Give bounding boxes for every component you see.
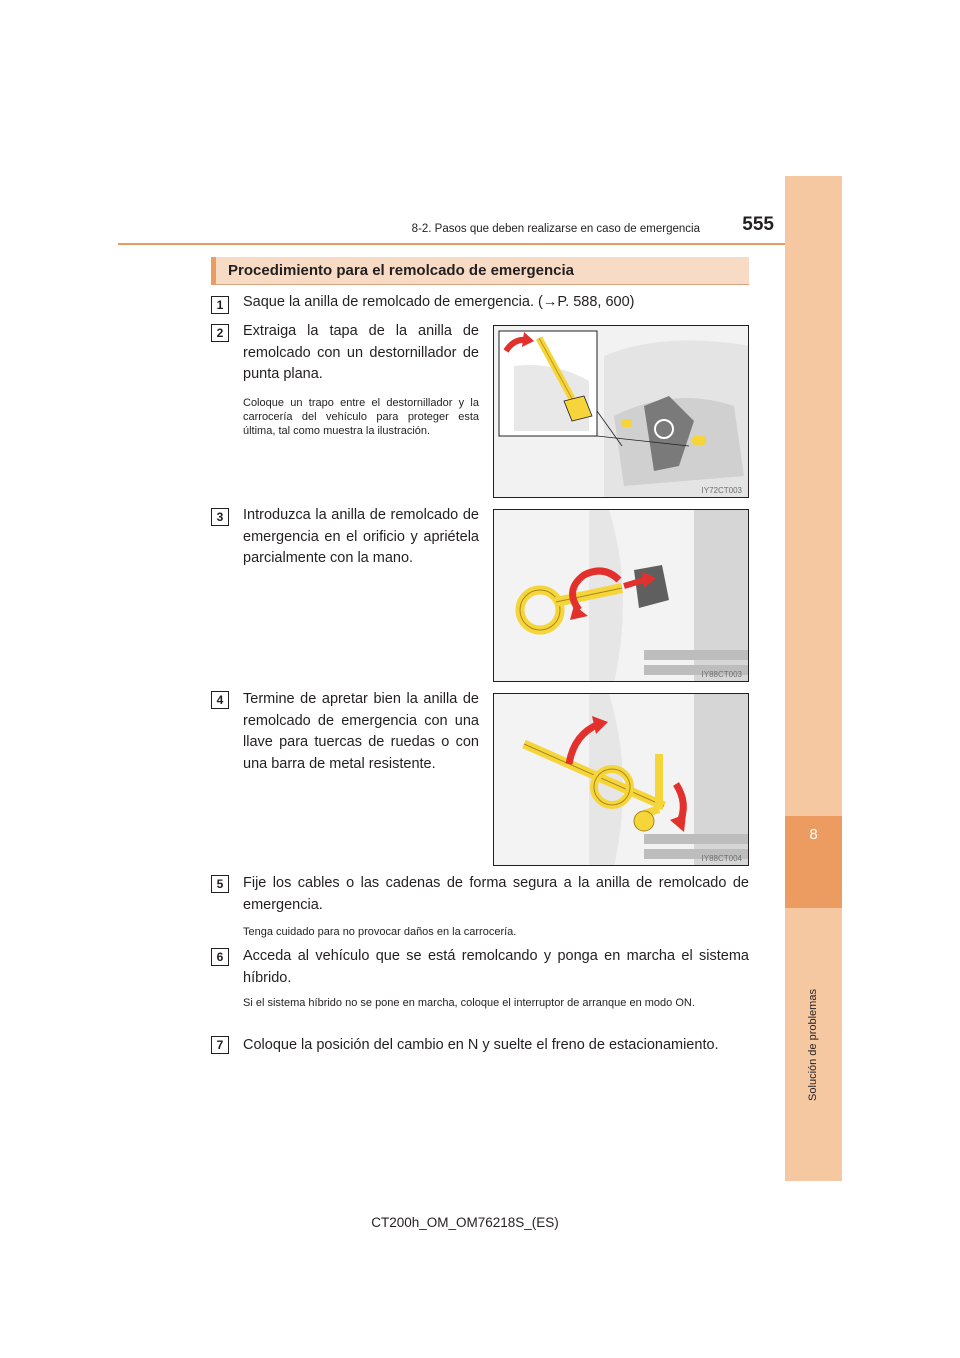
step-text-6: Acceda al vehículo que se está remolcando y ponga en marcha el sistema híbrido. (243, 948, 749, 986)
step-number-4: 4 (211, 691, 229, 709)
step-text-3: Introduzca la anilla de remolcado de emergencia en el orificio y apriétela parcialmente con la mano. (243, 507, 479, 566)
step-number-6: 6 (211, 948, 229, 966)
tow-ring-tighten-illustration (494, 694, 749, 866)
step-note-2: Coloque un trapo entre el destornillador y la carrocería del vehículo para proteger esta última, tal como muestra la ilustración. (243, 397, 479, 437)
figure-insert-ring (493, 509, 749, 682)
footer-doc-code (0, 1215, 960, 1230)
step-number-7: 7 (211, 1036, 229, 1054)
step-note-6: Si el sistema híbrido no se pone en marcha, coloque el interruptor de arranque en modo ON. (243, 997, 695, 1009)
figure-code: IY88CT004 (701, 854, 742, 863)
running-header: 8-2. Pasos que deben realizarse en caso de emergencia (411, 223, 700, 235)
figure-remove-cover (493, 325, 749, 498)
figure-code: IY88CT003 (701, 670, 742, 679)
step-note-5: Tenga cuidado para no provocar daños en la carrocería. (243, 926, 517, 938)
step-number-2: 2 (211, 324, 229, 342)
page-number: 555 (742, 214, 774, 235)
step-number-5: 5 (211, 875, 229, 893)
step-text-4: Termine de apretar bien la anilla de remolcado de emergencia con una llave para tuercas de ruedas o con una barra de metal resistente. (243, 691, 479, 772)
figure-tighten-ring (493, 693, 749, 866)
step-text-1: Saque la anilla de remolcado de emergencia. (→P. 588, 600) (243, 294, 635, 310)
side-tab-label: Solución de problemas (807, 989, 819, 1101)
section-heading-bar (211, 257, 749, 285)
step-number-3: 3 (211, 508, 229, 526)
header-rule (118, 243, 785, 245)
step-text-7: Coloque la posición del cambio en N y suelte el freno de estacionamiento. (243, 1037, 719, 1053)
chapter-number: 8 (809, 826, 818, 843)
footer-doc-code-text: CT200h_OM_OM76218S_(ES) (371, 1215, 559, 1230)
step-text-5: Fije los cables o las cadenas de forma segura a la anilla de remolcado de emergencia. (243, 875, 749, 913)
section-title: Procedimiento para el remolcado de emergencia (228, 262, 574, 279)
figure-code: IY72CT003 (701, 486, 742, 495)
step-text-2: Extraiga la tapa de la anilla de remolcado con un destornillador de punta plana. (243, 323, 479, 382)
tow-ring-insert-illustration (494, 510, 749, 682)
step-number-1: 1 (211, 296, 229, 314)
car-front-illustration (494, 326, 749, 498)
